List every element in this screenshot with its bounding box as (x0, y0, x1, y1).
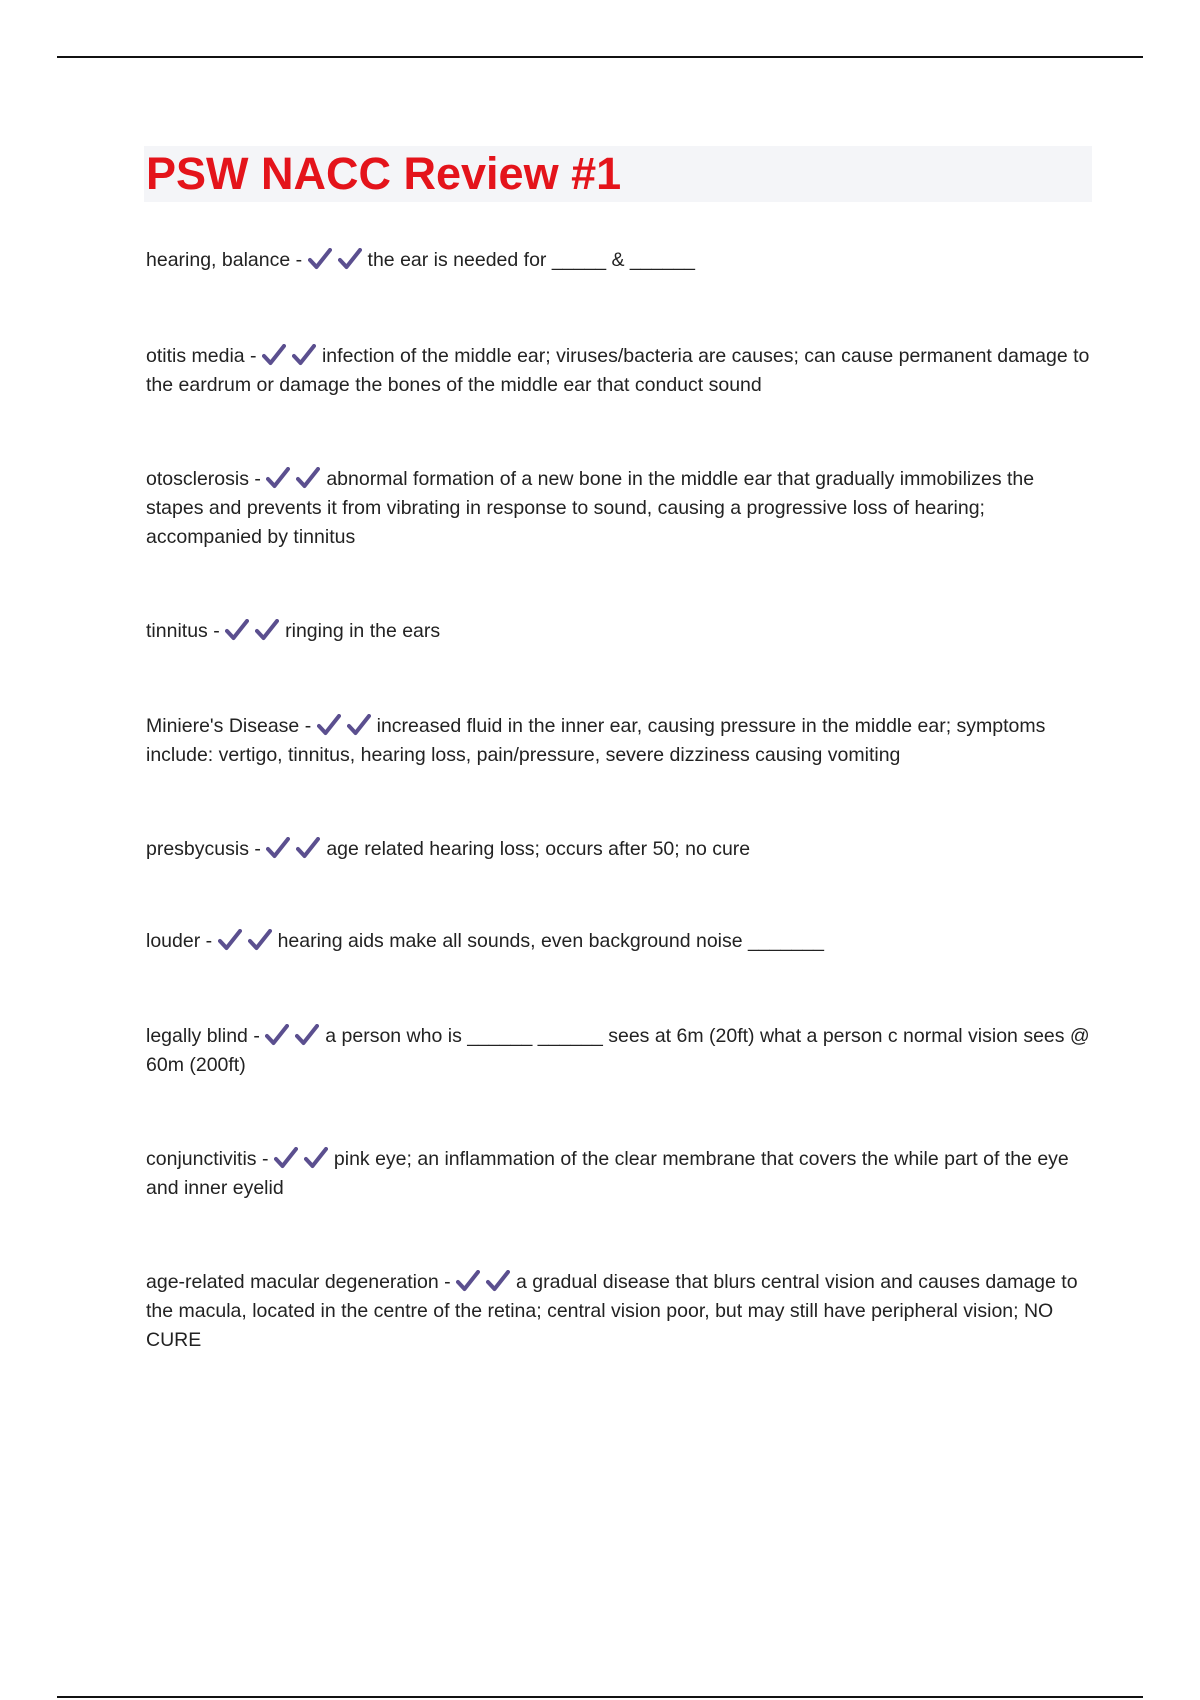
entry-term: Miniere's Disease (146, 715, 300, 737)
check-icon (317, 714, 341, 736)
check-icon (304, 1147, 328, 1169)
entry-term: presbycusis (146, 838, 249, 860)
entry-definition: the ear is needed for _____ & ______ (367, 249, 695, 271)
entry-term: conjunctivitis (146, 1148, 257, 1170)
entry-definition: a person who is ______ ______ sees at 6m (20ft) what a person c normal vision sees @ 60m (200ft) (146, 1025, 1090, 1076)
flashcard-entry: legally blind - a person who is ______ ______ sees at 6m (20ft) what a person c normal vision sees @ 60m (200ft) (146, 1025, 1090, 1076)
check-icon (308, 248, 332, 270)
entry-term: otosclerosis (146, 468, 249, 490)
check-icon (262, 344, 286, 366)
entry-term: otitis media (146, 345, 245, 367)
flashcard-entry: presbycusis - age related hearing loss; occurs after 50; no cure (146, 838, 751, 860)
entry-definition: pink eye; an inflammation of the clear membrane that covers the while part of the eye and inner eyelid (146, 1148, 1069, 1199)
page-title: PSW NACC Review #1 (146, 148, 622, 199)
check-icon (248, 929, 272, 951)
entry-term: tinnitus (146, 620, 208, 642)
check-icon (347, 714, 371, 736)
entry-definition: abnormal formation of a new bone in the middle ear that gradually immobilizes the stapes and prevents it from vibrating in response to sound, causing a progressive loss of hearing; accompanied by tinnitus (146, 468, 1035, 548)
entry-definition: a gradual disease that blurs central vision and causes damage to the macula, located in the centre of the retina; central vision poor, but may still have peripheral vision; NO CURE (146, 1271, 1078, 1351)
entry-term: age-related macular degeneration (146, 1271, 439, 1293)
entry-term: louder (146, 930, 201, 952)
flashcard-entry: Miniere's Disease - increased fluid in the inner ear, causing pressure in the middle ear; symptoms include: vertigo, tinnitus, hearing loss, pain/pressure, severe dizziness causing vomiting (146, 715, 1046, 766)
check-icon (296, 467, 320, 489)
entry-term: hearing, balance (146, 249, 291, 271)
check-icon (266, 837, 290, 859)
flashcard-entry: age-related macular degeneration - a gradual disease that blurs central vision and causes damage to the macula, located in the centre of the retina; central vision poor, but may still have peripheral vision; NO CURE (146, 1271, 1078, 1351)
entry-definition: hearing aids make all sounds, even background noise _______ (277, 930, 824, 952)
check-icon (292, 344, 316, 366)
entry-definition: age related hearing loss; occurs after 50; no cure (326, 838, 751, 860)
check-icon (338, 248, 362, 270)
bottom-divider (57, 1696, 1143, 1698)
flashcard-entry: louder - hearing aids make all sounds, even background noise _______ (146, 930, 824, 952)
entry-definition: ringing in the ears (285, 620, 441, 642)
flashcard-entry: otitis media - infection of the middle ear; viruses/bacteria are causes; can cause permanent damage to the eardrum or damage the bones of the middle ear that conduct sound (146, 345, 1090, 396)
flashcard-entry: hearing, balance - the ear is needed for _____ & ______ (146, 249, 695, 271)
check-icon (456, 1270, 480, 1292)
entry-term: legally blind (146, 1025, 248, 1047)
check-icon (265, 1024, 289, 1046)
check-icon (296, 837, 320, 859)
check-icon (255, 619, 279, 641)
check-icon (486, 1270, 510, 1292)
title-banner (144, 146, 1092, 202)
flashcard-entry: conjunctivitis - pink eye; an inflammation of the clear membrane that covers the while part of the eye and inner eyelid (146, 1148, 1069, 1199)
check-icon (225, 619, 249, 641)
flashcard-entry: otosclerosis - abnormal formation of a new bone in the middle ear that gradually immobilizes the stapes and prevents it from vibrating in response to sound, causing a progressive loss of hearing; accompanied by tinnitus (146, 468, 1035, 548)
check-icon (266, 467, 290, 489)
check-icon (274, 1147, 298, 1169)
check-icon (295, 1024, 319, 1046)
check-icon (218, 929, 242, 951)
entry-definition: infection of the middle ear; viruses/bacteria are causes; can cause permanent damage to the eardrum or damage the bones of the middle ear that conduct sound (146, 345, 1090, 396)
entry-definition: increased fluid in the inner ear, causing pressure in the middle ear; symptoms include: vertigo, tinnitus, hearing loss, pain/pressure, severe dizziness causing vomiting (146, 715, 1046, 766)
top-divider (57, 56, 1143, 58)
flashcard-entry: tinnitus - ringing in the ears (146, 620, 441, 642)
